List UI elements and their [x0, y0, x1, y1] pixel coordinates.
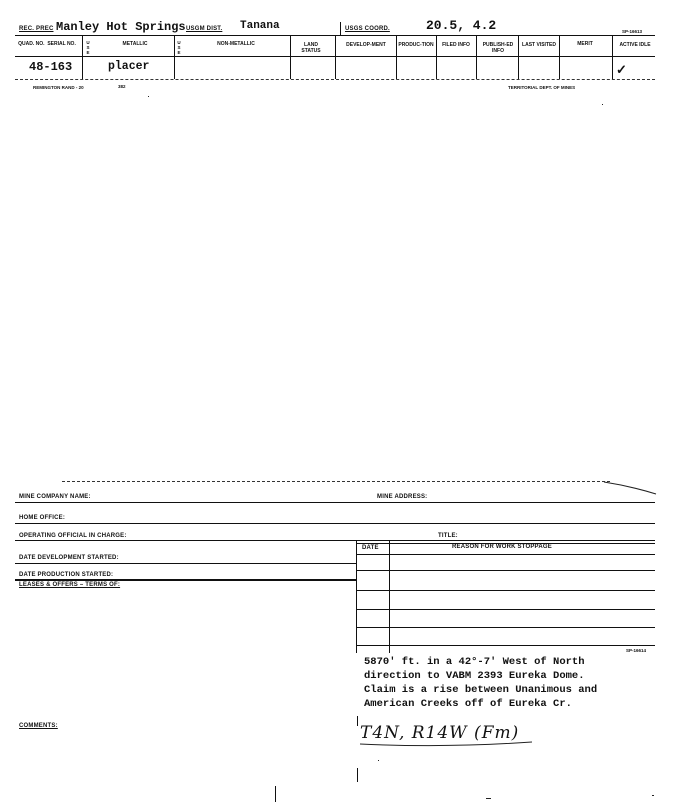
usgm-dist-label: USGM DIST. [186, 26, 223, 32]
active-idle-header: ACTIVE IDLE [619, 42, 651, 48]
remark-line-4: American Creeks off of Eureka Cr. [364, 698, 572, 710]
use-1-header: USE [86, 40, 90, 55]
quad-serial-value: 48-163 [29, 60, 73, 74]
date-production-started-label: DATE PRODUCTION STARTED: [19, 572, 114, 578]
usgs-coord-value: 20.5, 4.2 [426, 18, 497, 33]
usgs-coord-label: USGS COORD. [345, 26, 390, 32]
reason-column-header: REASON FOR WORK STOPPAGE [452, 544, 552, 550]
usgm-dist-value: Tanana [240, 20, 280, 32]
remark-line-3: Claim is a rise between Unanimous and [364, 684, 598, 696]
land-status-header: LAND STATUS [301, 42, 321, 54]
row1-divider [340, 22, 341, 36]
filed-info-header: FILED INFO [442, 42, 470, 48]
active-idle-mark: ✓ [616, 62, 627, 77]
mine-company-name-label: MINE COMPANY NAME: [19, 494, 91, 500]
bottom-card-top-rule [62, 481, 610, 482]
remark-line-1: 5870' ft. in a 42°-7' West of North [364, 656, 585, 668]
footer-right-text: TERRITORIAL DEPT. OF MINES [508, 85, 576, 90]
remark-line-2: direction to VABM 2393 Eureka Dome. [364, 670, 585, 682]
footer-left-text: REMINGTON RAND - 20 [33, 85, 84, 90]
date-column-header: DATE [362, 545, 379, 551]
serial-no-header: SERIAL NO. [47, 41, 76, 47]
published-info-header: PUBLISH-ED INFO [482, 42, 514, 54]
date-development-started-label: DATE DEVELOPMENT STARTED: [19, 555, 119, 561]
card-bottom-rule [15, 79, 655, 80]
title-label: TITLE: [438, 533, 458, 539]
rec-prec-label: REC. PREC [19, 26, 54, 32]
leases-offers-label: LEASES & OFFERS – TERMS OF: [19, 582, 121, 588]
operating-official-label: OPERATING OFFICIAL IN CHARGE: [19, 533, 127, 539]
form-code-top: SP-16613 [622, 29, 643, 34]
quad-no-header: QUAD. NO. [18, 41, 45, 47]
metallic-value: placer [108, 60, 150, 73]
footer-code: 382 [118, 84, 126, 89]
torn-edge [600, 480, 660, 496]
home-office-label: HOME OFFICE: [19, 515, 66, 521]
mine-address-label: MINE ADDRESS: [377, 494, 428, 500]
development-header: DEVELOP-MENT [346, 42, 386, 48]
form-code-bottom: SP-16614 [626, 648, 647, 653]
metallic-header: METALLIC [122, 41, 148, 47]
rec-prec-value: Manley Hot Springs [56, 20, 186, 34]
last-visited-header: LAST VISITED [522, 42, 556, 48]
comments-label: COMMENTS: [19, 723, 58, 729]
merit-header: MERIT [577, 41, 593, 47]
handwriting-underline [356, 738, 536, 750]
non-metallic-header: NON-METALLIC [217, 41, 255, 47]
production-header: PRODUC-TION [398, 42, 434, 48]
use-2-header: USE [177, 40, 181, 55]
handwritten-note: T4N, R14W (Fm) [360, 723, 520, 743]
